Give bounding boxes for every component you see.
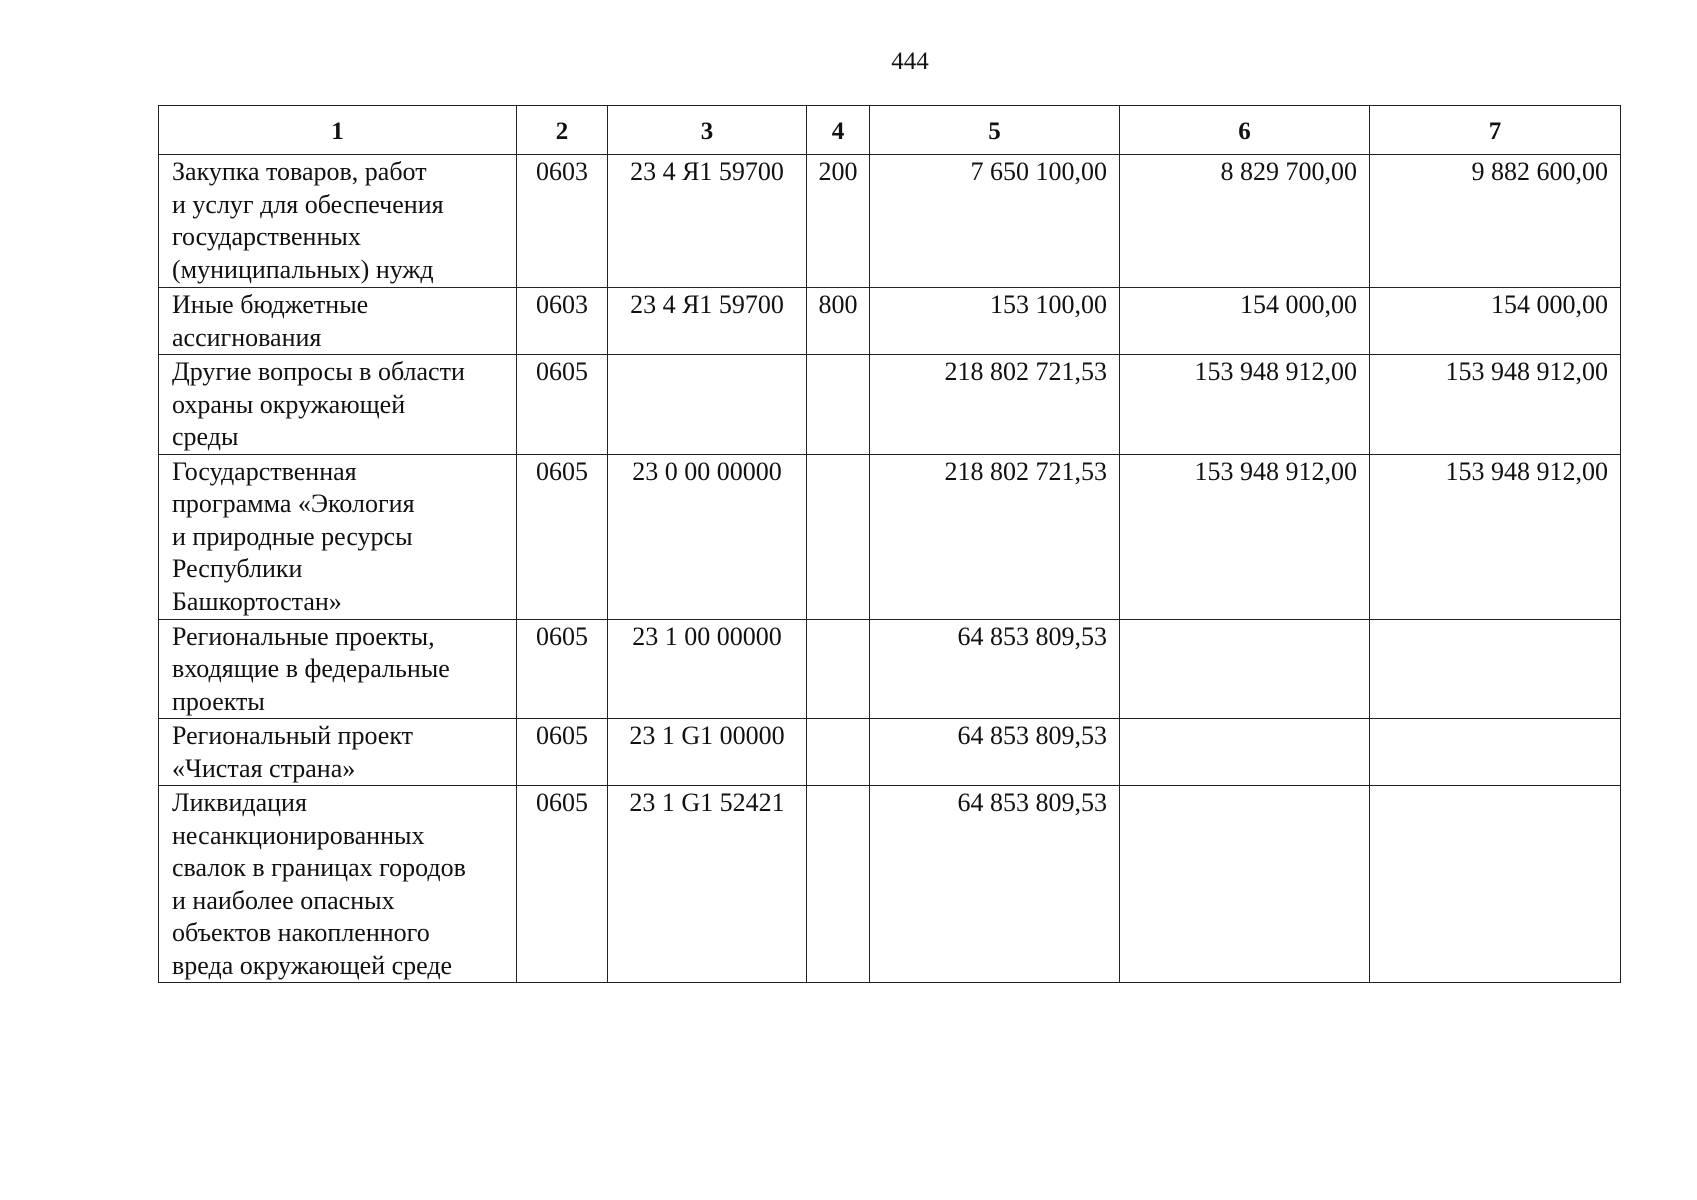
budget-table	[158, 105, 1621, 983]
amount-col7-cell	[1370, 719, 1621, 786]
section-code-cell: 0605	[517, 355, 608, 455]
expense-type-cell	[807, 355, 870, 455]
amount-col5-cell: 7 650 100,00	[870, 155, 1120, 288]
section-code-cell: 0603	[517, 155, 608, 288]
row-name: Ликвидация несанкционированных свалок в границах городов и наиболее опасных объектов накопленного вреда окружающей среде	[172, 788, 466, 980]
table-row	[159, 454, 1621, 619]
target-code-cell: 23 4 Я1 59700	[608, 155, 807, 288]
expense-type-cell: 200	[807, 155, 870, 288]
table-row	[159, 155, 1621, 288]
expense-type-cell	[807, 619, 870, 719]
page-number: 444	[891, 48, 929, 75]
row-name: Закупка товаров, работ и услуг для обеспечения государственных (муниципальных) нужд	[172, 157, 444, 284]
column-header-4: 4	[807, 106, 870, 155]
section-code-cell: 0603	[517, 288, 608, 355]
amount-col6-cell: 154 000,00	[1120, 288, 1370, 355]
amount-col7-cell	[1370, 619, 1621, 719]
amount-col7-cell: 153 948 912,00	[1370, 355, 1621, 455]
column-header-7: 7	[1370, 106, 1621, 155]
amount-col7-cell: 153 948 912,00	[1370, 454, 1621, 619]
table-row	[159, 288, 1621, 355]
amount-col7-cell	[1370, 786, 1621, 983]
row-name-cell	[159, 288, 517, 355]
column-header-6: 6	[1120, 106, 1370, 155]
amount-col7-cell: 9 882 600,00	[1370, 155, 1621, 288]
target-code-cell: 23 0 00 00000	[608, 454, 807, 619]
table-header-row	[159, 106, 1621, 155]
row-name: Государственная программа «Экология и природные ресурсы Республики Башкортостан»	[172, 456, 415, 616]
target-code-cell	[608, 355, 807, 455]
amount-col6-cell: 153 948 912,00	[1120, 355, 1370, 455]
amount-col6-cell: 8 829 700,00	[1120, 155, 1370, 288]
target-code-cell: 23 1 G1 52421	[608, 786, 807, 983]
amount-col5-cell: 64 853 809,53	[870, 719, 1120, 786]
row-name-cell	[159, 786, 517, 983]
table-row	[159, 355, 1621, 455]
column-header-2: 2	[517, 106, 608, 155]
column-header-1: 1	[159, 106, 517, 155]
amount-col5-cell: 64 853 809,53	[870, 786, 1120, 983]
row-name-cell	[159, 619, 517, 719]
column-header-3: 3	[608, 106, 807, 155]
row-name-cell	[159, 155, 517, 288]
amount-col5-cell: 218 802 721,53	[870, 355, 1120, 455]
row-name: Региональные проекты, входящие в федеральные проекты	[172, 621, 450, 716]
section-code-cell: 0605	[517, 719, 608, 786]
column-header-5: 5	[870, 106, 1120, 155]
expense-type-cell	[807, 786, 870, 983]
target-code-cell: 23 1 00 00000	[608, 619, 807, 719]
amount-col6-cell	[1120, 619, 1370, 719]
amount-col7-cell: 154 000,00	[1370, 288, 1621, 355]
row-name-cell	[159, 355, 517, 455]
row-name-cell	[159, 454, 517, 619]
amount-col5-cell: 153 100,00	[870, 288, 1120, 355]
amount-col5-cell: 218 802 721,53	[870, 454, 1120, 619]
table-row	[159, 719, 1621, 786]
row-name: Региональный проект «Чистая страна»	[172, 721, 413, 783]
section-code-cell: 0605	[517, 786, 608, 983]
amount-col6-cell	[1120, 786, 1370, 983]
amount-col6-cell	[1120, 719, 1370, 786]
amount-col5-cell: 64 853 809,53	[870, 619, 1120, 719]
amount-col6-cell: 153 948 912,00	[1120, 454, 1370, 619]
section-code-cell: 0605	[517, 454, 608, 619]
row-name: Другие вопросы в области охраны окружающей среды	[172, 357, 465, 451]
expense-type-cell	[807, 454, 870, 619]
target-code-cell: 23 4 Я1 59700	[608, 288, 807, 355]
table-row	[159, 786, 1621, 983]
row-name-cell	[159, 719, 517, 786]
target-code-cell: 23 1 G1 00000	[608, 719, 807, 786]
table-row	[159, 619, 1621, 719]
row-name: Иные бюджетные ассигнования	[172, 290, 369, 352]
expense-type-cell	[807, 719, 870, 786]
expense-type-cell: 800	[807, 288, 870, 355]
section-code-cell: 0605	[517, 619, 608, 719]
